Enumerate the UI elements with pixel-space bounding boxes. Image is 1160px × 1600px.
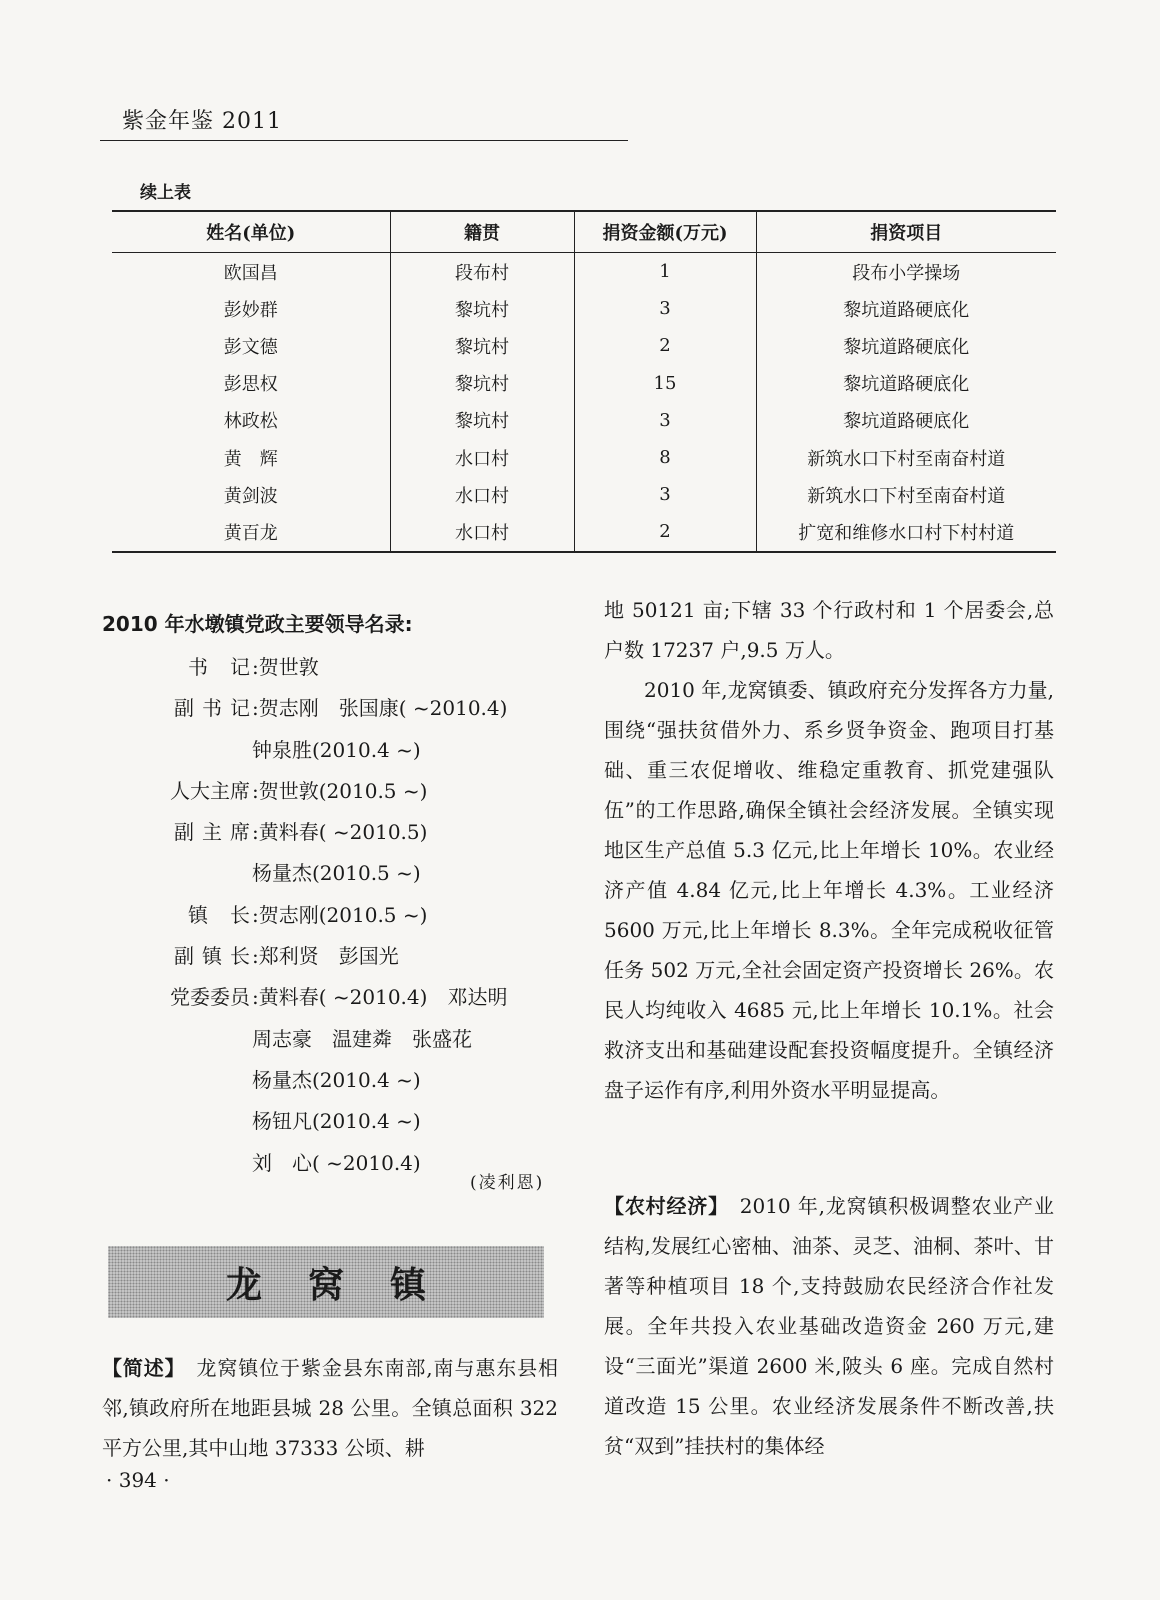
cell-amount: 3 (574, 476, 756, 513)
cell-amount: 15 (574, 365, 756, 402)
summary-tag: 【简述】 (102, 1356, 176, 1380)
leader-row (102, 647, 572, 688)
cell-name: 黄百龙 (112, 513, 390, 551)
leader-role: 副主席 (174, 820, 258, 845)
donation-table (112, 210, 1056, 553)
column-header-project: 捐资项目 (756, 211, 1056, 253)
leader-continuation: 杨量杰(2010.4 ~) (252, 1067, 421, 1092)
leader-row (102, 812, 572, 853)
cell-origin: 水口村 (390, 476, 574, 513)
table-header-row (112, 211, 1056, 253)
leader-role: 副书记 (174, 696, 258, 721)
cell-project: 新筑水口下村至南奋村道 (756, 476, 1056, 513)
cell-origin: 黎坑村 (390, 402, 574, 439)
leader-role: 镇长 (188, 902, 272, 927)
cell-project: 新筑水口下村至南奋村道 (756, 439, 1056, 476)
leader-continuation: 杨量杰(2010.5 ~) (252, 861, 421, 886)
section-banner (108, 1246, 544, 1318)
cell-amount: 2 (574, 513, 756, 551)
cell-name: 彭妙群 (223, 299, 278, 321)
paragraph-rural-economy (604, 1186, 1054, 1466)
table-row (112, 402, 1056, 439)
cell-project: 黎坑道路硬底化 (756, 327, 1056, 364)
cell-project: 段布小学操场 (756, 253, 1056, 291)
leader-continuation: 刘 心( ~2010.4) (252, 1150, 421, 1175)
cell-project: 黎坑道路硬底化 (756, 402, 1056, 439)
rural-economy-text: 2010 年,龙窝镇积极调整农业产业结构,发展红心密柚、油茶、灵芝、油桐、茶叶、甘著等种植项目 18 个,支持鼓励农民经济合作社发展。全年共投入农业基础改造资金 260 万元,建设“三面光”渠道 2600 米,陂头 6 座。完成自然村道改造 15 公里。农业经济发展条件不断改善,扶贫“双到”挂扶村的集体经 (604, 1194, 1054, 1458)
cell-origin: 黎坑村 (390, 365, 574, 402)
cell-amount: 1 (574, 253, 756, 291)
table-row (112, 365, 1056, 402)
leader-row (102, 936, 572, 977)
cell-name: 黄剑波 (223, 485, 278, 507)
paragraph-overview: 2010 年,龙窝镇委、镇政府充分发挥各方力量,围绕“强扶贫借外力、系乡贤争资金、跑项目打基础、重三农促增收、维稳定重教育、抓党建强队伍”的工作思路,确保全镇社会经济发展。全镇实现地区生产总值 5.3 亿元,比上年增长 10%。农业经济产值 4.84 亿元,比上年增长 4.3%。工业经济 5600 万元,比上年增长 8.3%。全年完成税收征管任务 502 万元,全社会固定资产投资增长 26%。农民人均纯收入 4685 元,比上年增长 10.1%。社会救济支出和基础建设配套投资幅度提升。全镇经济盘子运作有序,利用外资水平明显提高。 (604, 678, 1054, 1102)
column-header-name: 姓名(单位) (112, 211, 390, 253)
header-rule (100, 140, 628, 141)
cell-origin: 段布村 (390, 253, 574, 291)
cell-amount: 3 (574, 402, 756, 439)
summary-text: 龙窝镇位于紫金县东南部,南与惠东县相邻,镇政府所在地距县城 28 公里。全镇总面积 322 平方公里,其中山地 37333 公顷、耕 (102, 1356, 559, 1460)
leader-role: 人大主席 (170, 778, 250, 803)
author-signature: (凌利恩) (470, 1173, 545, 1193)
leader-row (102, 688, 572, 729)
cell-amount: 3 (574, 290, 756, 327)
column-header-amount: 捐资金额(万元) (574, 211, 756, 253)
leader-role: 党委委员 (170, 985, 250, 1010)
cell-amount: 8 (574, 439, 756, 476)
rural-economy-tag: 【农村经济】 (604, 1194, 719, 1218)
table-row (112, 253, 1056, 291)
summary-paragraph (102, 1348, 558, 1468)
cell-name: 林政松 (223, 411, 278, 433)
table-row (112, 439, 1056, 476)
table-row (112, 513, 1056, 551)
leader-names: :贺世敦 (252, 655, 319, 679)
cell-name: 欧国昌 (223, 262, 278, 284)
leader-names: :贺志刚 张国康( ~2010.4) (252, 696, 508, 721)
leaders-title: 2010 年水墩镇党政主要领导名录: (102, 612, 413, 636)
cell-origin: 黎坑村 (390, 290, 574, 327)
leader-role: 书记 (188, 655, 272, 679)
leader-names: :黄料春( ~2010.5) (252, 820, 428, 845)
leaders-list (102, 608, 572, 1184)
cell-origin: 黎坑村 (390, 327, 574, 364)
cell-amount: 2 (574, 327, 756, 364)
table-row (112, 476, 1056, 513)
column-header-origin: 籍贯 (390, 211, 574, 253)
paragraph-population: 地 50121 亩;下辖 33 个行政村和 1 个居委会,总户数 17237 户,9.5 万人。 (604, 598, 1054, 662)
leader-continuation: 钟泉胜(2010.4 ~) (252, 737, 421, 762)
leader-names: :贺志刚(2010.5 ~) (252, 902, 428, 927)
leader-row (102, 895, 572, 936)
table-row (112, 290, 1056, 327)
cell-origin: 水口村 (390, 513, 574, 551)
leader-role: 副镇长 (174, 944, 258, 969)
leader-names: :贺世敦(2010.5 ~) (252, 778, 428, 803)
cell-project: 扩宽和维修水口村下村村道 (756, 513, 1056, 551)
table-continued-label: 续上表 (140, 183, 191, 203)
cell-project: 黎坑道路硬底化 (756, 290, 1056, 327)
leader-names: :郑利贤 彭国光 (252, 944, 399, 969)
cell-name: 黄 辉 (223, 448, 278, 470)
cell-name: 彭文德 (223, 336, 278, 358)
leader-continuation: 杨钮凡(2010.4 ~) (252, 1109, 421, 1134)
section-title: 龙窝镇 (225, 1264, 472, 1306)
page-number: · 394 · (106, 1468, 170, 1492)
leader-continuation: 周志豪 温建粦 张盛花 (252, 1026, 472, 1051)
leader-row (102, 977, 572, 1018)
cell-project: 黎坑道路硬底化 (756, 365, 1056, 402)
cell-name: 彭思权 (223, 374, 278, 396)
running-header: 紫金年鉴 2011 (122, 109, 282, 134)
leader-names: :黄料春( ~2010.4) 邓达明 (252, 985, 508, 1010)
table-row (112, 327, 1056, 364)
leader-row (102, 771, 572, 812)
cell-origin: 水口村 (390, 439, 574, 476)
